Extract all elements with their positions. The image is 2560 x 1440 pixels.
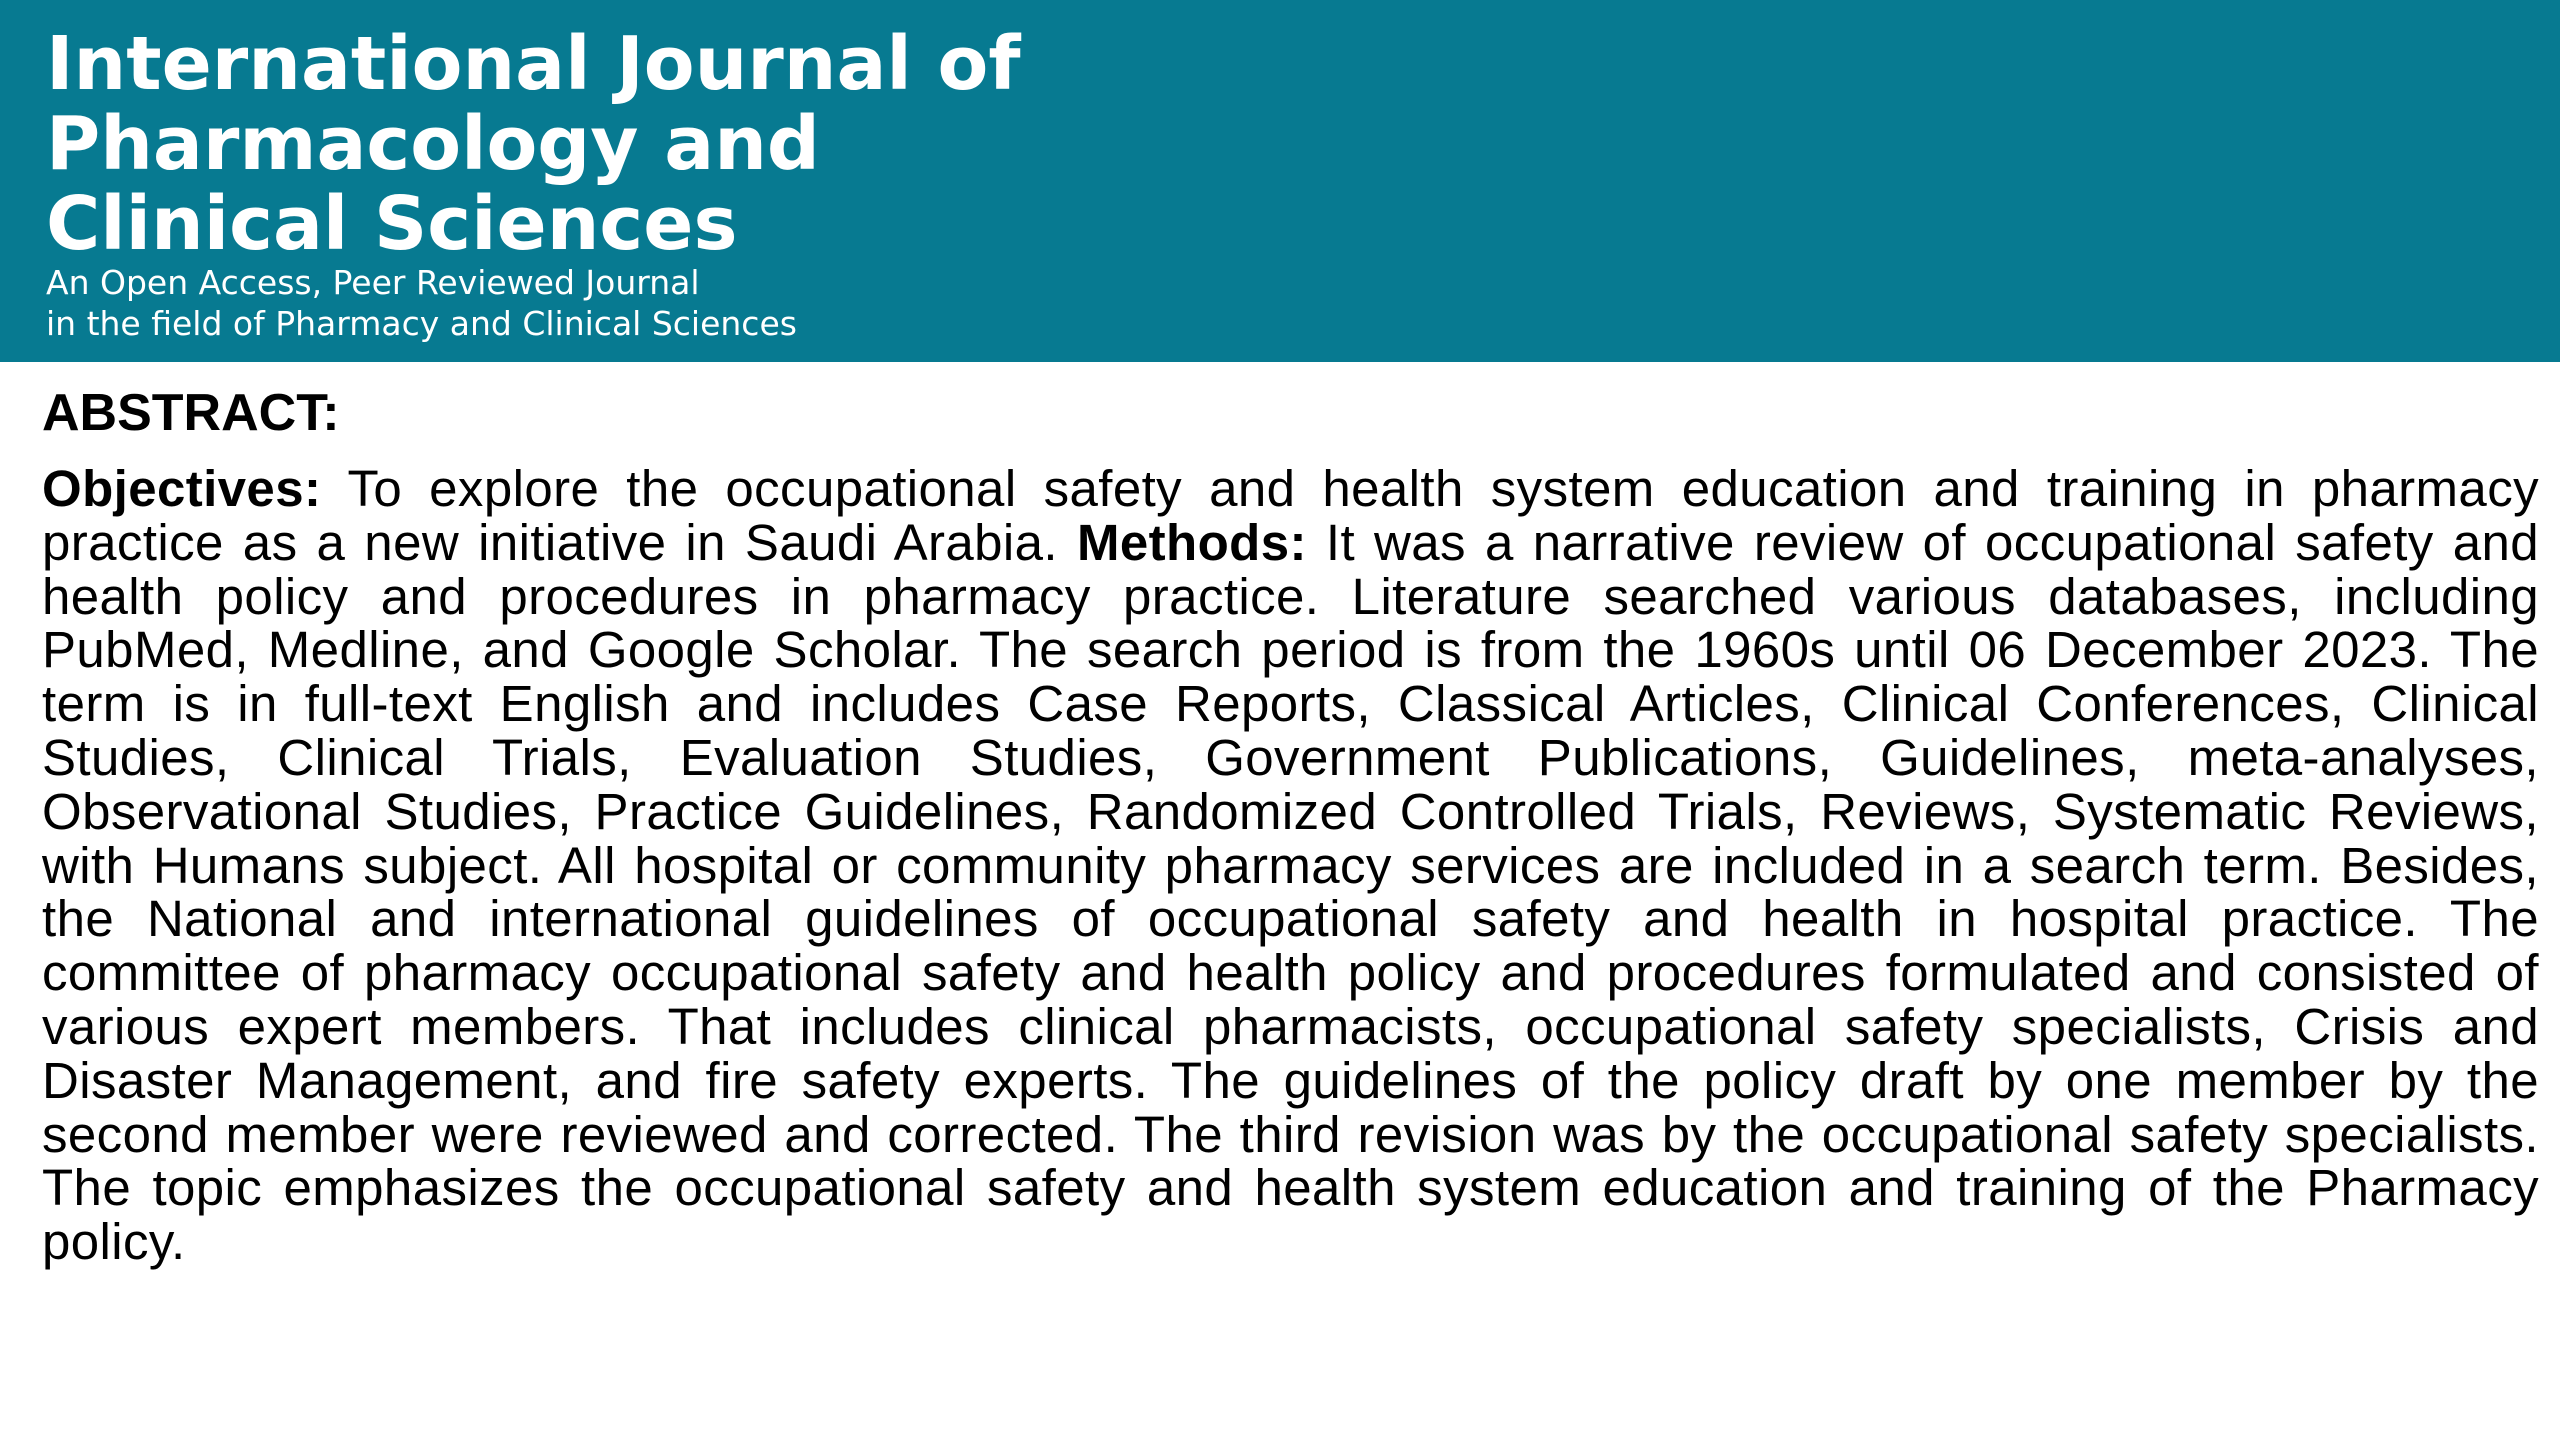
objectives-label: Objectives:	[42, 460, 322, 517]
abstract-heading: ABSTRACT:	[42, 384, 340, 442]
journal-subtitle-line: in the field of Pharmacy and Clinical Sciences	[46, 304, 797, 343]
abstract-body	[42, 462, 2539, 1269]
objectives-text: To explore the occupational safety and health system education and training in pharmacy practice as a new initiative in Saudi Arabia.	[42, 460, 2539, 571]
journal-title-line: Pharmacology and	[46, 101, 820, 187]
methods-text: It was a narrative review of occupational safety and health policy and procedures in pharmacy practice. Literature searched various databases, including PubMed, Medline, and Google Scholar. The search period is from the 1960s until 06 December 2023. The term is in full-text English and includes Case Reports, Classical Articles, Clinical Conferences, Clinical Studies, Clinical Trials, Evaluation Studies, Government Publications, Guidelines, meta-analyses, Observational Studies, Practice Guidelines, Randomized Controlled Trials, Reviews, Systematic Reviews, with Humans subject. All hospital or community pharmacy services are included in a search term. Besides, the National and international guidelines of occupational safety and health in hospital practice. The committee of pharmacy occupational safety and health policy and procedures formulated and consisted of various expert members. That includes clinical pharmacists, occupational safety specialists, Crisis and Disaster Management, and fire safety experts. The guidelines of the policy draft by one member by the second member were reviewed and corrected. The third revision was by the occupational safety specialists. The topic emphasizes the occupational safety and health system education and training of the Pharmacy policy.	[42, 513, 2540, 1271]
journal-title-line: International Journal of	[46, 21, 1021, 107]
journal-subtitle	[46, 262, 797, 344]
methods-label: Methods:	[1077, 513, 1307, 571]
journal-title-line: Clinical Sciences	[46, 181, 738, 267]
journal-title	[46, 21, 1346, 267]
abstract-section	[42, 380, 2539, 1269]
journal-header-banner	[0, 0, 2560, 362]
journal-subtitle-line: An Open Access, Peer Reviewed Journal	[46, 263, 700, 302]
